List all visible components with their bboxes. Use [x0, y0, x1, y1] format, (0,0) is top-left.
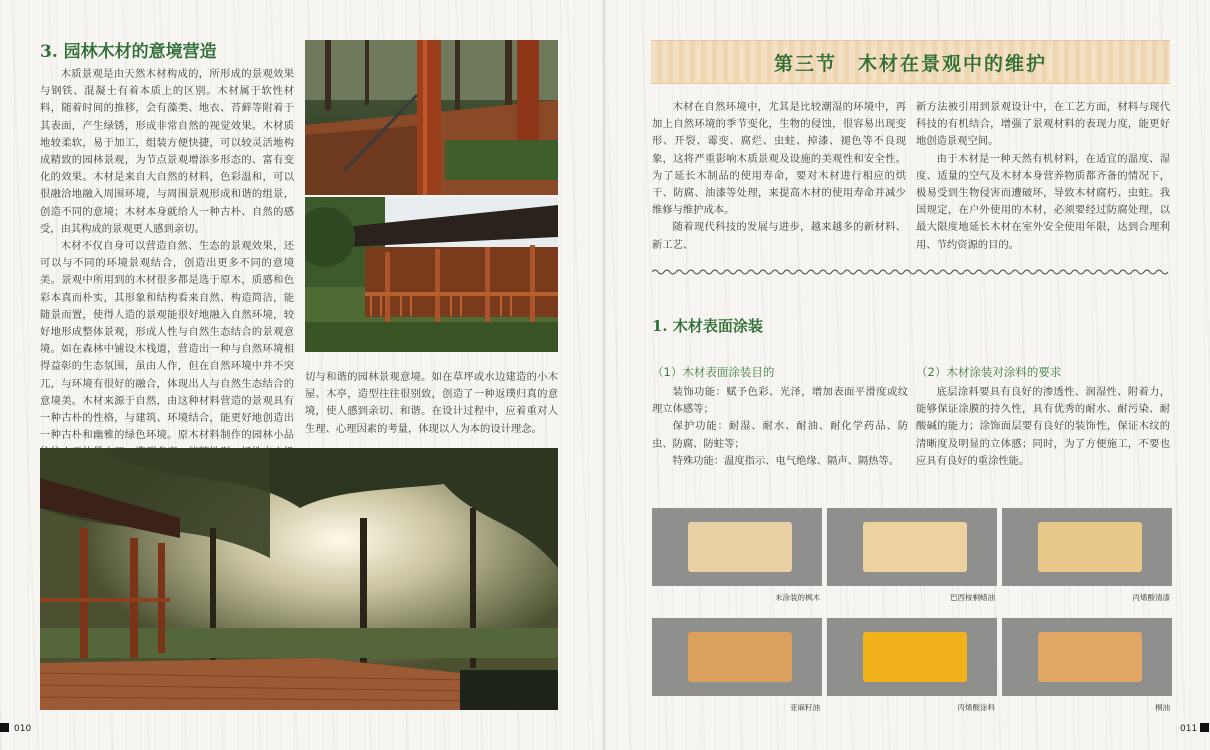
photo-wood-deck-railing — [305, 40, 558, 195]
intro-paragraph-2: 随着现代科技的发展与进步，越来越多的新材料、新工艺、 — [652, 221, 906, 251]
sample-photo-5 — [827, 618, 997, 696]
photo-pergola-deck-landscape — [40, 448, 558, 710]
sample-block-6 — [1038, 632, 1142, 682]
section-title-banner — [651, 40, 1170, 84]
left-text-block-2 — [305, 369, 558, 438]
intro-paragraph-4: 由于木材是一种天然有机材料，在适宜的温度、湿度、适量的空气及木材本身营养物质都齐备的情况下，极易受到生物侵害而遭破坏，导致木材腐朽、虫蛀。我国规定，在户外使用的木材，必须要经过防腐处理，以最大限度地延长木材在室外安全使用年限，达到合理利用、节约资源的目的。 — [916, 152, 1170, 251]
intro-column-1 — [652, 99, 906, 254]
sample-caption-1: 未涂装的枫木 — [775, 593, 820, 602]
left-paragraph-3: 切与和谐的园林景观意境。如在草坪或水边建造的小木屋、木亭，造型往往很别致，创造了一种返璞归真的意境，使人感到亲切、和谐。在设计过程中，应着重对人生理、心理因素的考量，体现以人为本的设计理念。 — [305, 371, 558, 435]
sample-caption-6: 桐油 — [1155, 703, 1170, 712]
photo-house-veranda — [305, 197, 558, 352]
section-title: 第三节 木材在景观中的维护 — [773, 53, 1047, 75]
intro-paragraph-1: 木材在自然环境中，尤其是比较潮湿的环境中，再加上自然环境的季节变化，生物的侵蚀，很容易出现变形、开裂、霉变、腐烂、虫蛀、掉漆、褪色等不良现象，这将严重影响木质景观及设施的美观性和安全性。为了延长木制品的使用寿命，要对木材进行相应的烘干、防腐、油漆等处理，来提高木材的使用寿命并减少维修与维护成本。 — [652, 101, 906, 217]
sub1-text — [652, 384, 908, 470]
sample-block-3 — [1038, 522, 1142, 572]
sub1-line-special: 特殊功能：温度指示、电气绝缘、隔声、隔热等。 — [672, 454, 900, 467]
sub1-line-protective: 保护功能：耐湿、耐水、耐油、耐化学药品、防虫、防腐、防蛀等； — [652, 420, 908, 450]
sample-photo-3 — [1002, 508, 1172, 586]
sample-caption-4: 亚麻籽油 — [790, 703, 820, 712]
sample-caption-3: 丙烯酸清漆 — [1132, 593, 1170, 602]
subsection-heading: 1. 木材表面涂装 — [652, 317, 763, 335]
sample-photo-4 — [652, 618, 822, 696]
sample-block-2 — [863, 522, 967, 572]
intro-column-2 — [916, 99, 1170, 254]
left-paragraph-1: 木质景观是由天然木材构成的，所形成的景观效果与钢铁、混凝土有着本质上的区别。木材属于软性材料，随着时间的推移，会有藻类、地衣、苔藓等附着于其表面，产生绿锈，形成非常自然的视觉效果。木材质地较柔软，易于加工，组装方便快捷，可以较灵活地构成精致的园林景观，为节点景观增添多形态的、富有变化的效果。木材是来自大自然的材料，色彩温和，可以很融洽地融入周围环境，与周围景观形成和谐的组景，创造不同的意境；木材本身就给人一种古朴、自然的感受，由其构成的景观更人感到亲切。 — [40, 68, 294, 235]
page-gutter — [603, 0, 607, 750]
left-page-number: 010 — [14, 724, 32, 734]
left-heading: 3. 园林木材的意境营造 — [40, 42, 217, 62]
sub1-title: （1）木材表面涂装目的 — [652, 365, 775, 379]
sample-block-5 — [863, 632, 967, 682]
sample-block-4 — [688, 632, 792, 682]
sub1-line-decorative: 装饰功能：赋予色彩、光泽，增加表面平滑度或纹理立体感等； — [652, 386, 908, 416]
sample-photo-6 — [1002, 618, 1172, 696]
sample-caption-2: 巴西桉桐蜡油 — [950, 593, 995, 602]
wavy-divider — [652, 262, 1170, 272]
sub2-title: （2）木材涂装对涂料的要求 — [916, 365, 1062, 379]
sample-caption-5: 丙烯酸涂料 — [957, 703, 995, 712]
right-page-number: 011 — [1180, 724, 1198, 734]
right-page-marker — [1200, 723, 1209, 732]
left-paragraph-2: 木材不仅自身可以营造自然、生态的景观效果，还可以与不同的环境景观结合，创造出更多不同的意境美。景观中所用到的木材很多都是选于原木，质感和色彩本真而朴实，其形象和结构看来自然、构造简洁，能随景而置，使得人造的景观能很好地融入自然环境，较好地形成整体景观，形成人性与自然生态结合的景观意境。如在森林中铺设木栈道，营造出一种与自然环境相得益彰的生态氛围，虽由人作，但在自然环境中并不突兀，与环境有很好的融合，体现出人与自然生态结合的意境美。木材来源于自然，由这种材料营造的景观具有一种古朴的性格，与建筑、环境结合，能更好地创造出一种古朴和幽雅的绿色环境。原木材料制作的园林小品 — [40, 240, 294, 442]
sample-block-1 — [688, 522, 792, 572]
sub2-text — [916, 384, 1170, 470]
left-page-marker — [0, 723, 9, 732]
sample-photo-1 — [652, 508, 822, 586]
left-text-block-1 — [40, 66, 294, 496]
sub2-paragraph: 底层涂料要具有良好的渗透性、润湿性、附着力，能够保证涂膜的持久性，具有优秀的耐水、耐污染、耐酸碱的能力；涂饰面层要有良好的装饰性，保证木纹的清晰度及明显的立体感；同时，为了方便施工，不要也应具有良好的重涂性能。 — [916, 386, 1170, 467]
sample-photo-2 — [827, 508, 997, 586]
intro-paragraph-3: 新方法被引用到景观设计中，在工艺方面，材料与现代科技的有机结合，增强了景观材料的表现力度，能更好地创造景观空间。 — [916, 101, 1170, 148]
